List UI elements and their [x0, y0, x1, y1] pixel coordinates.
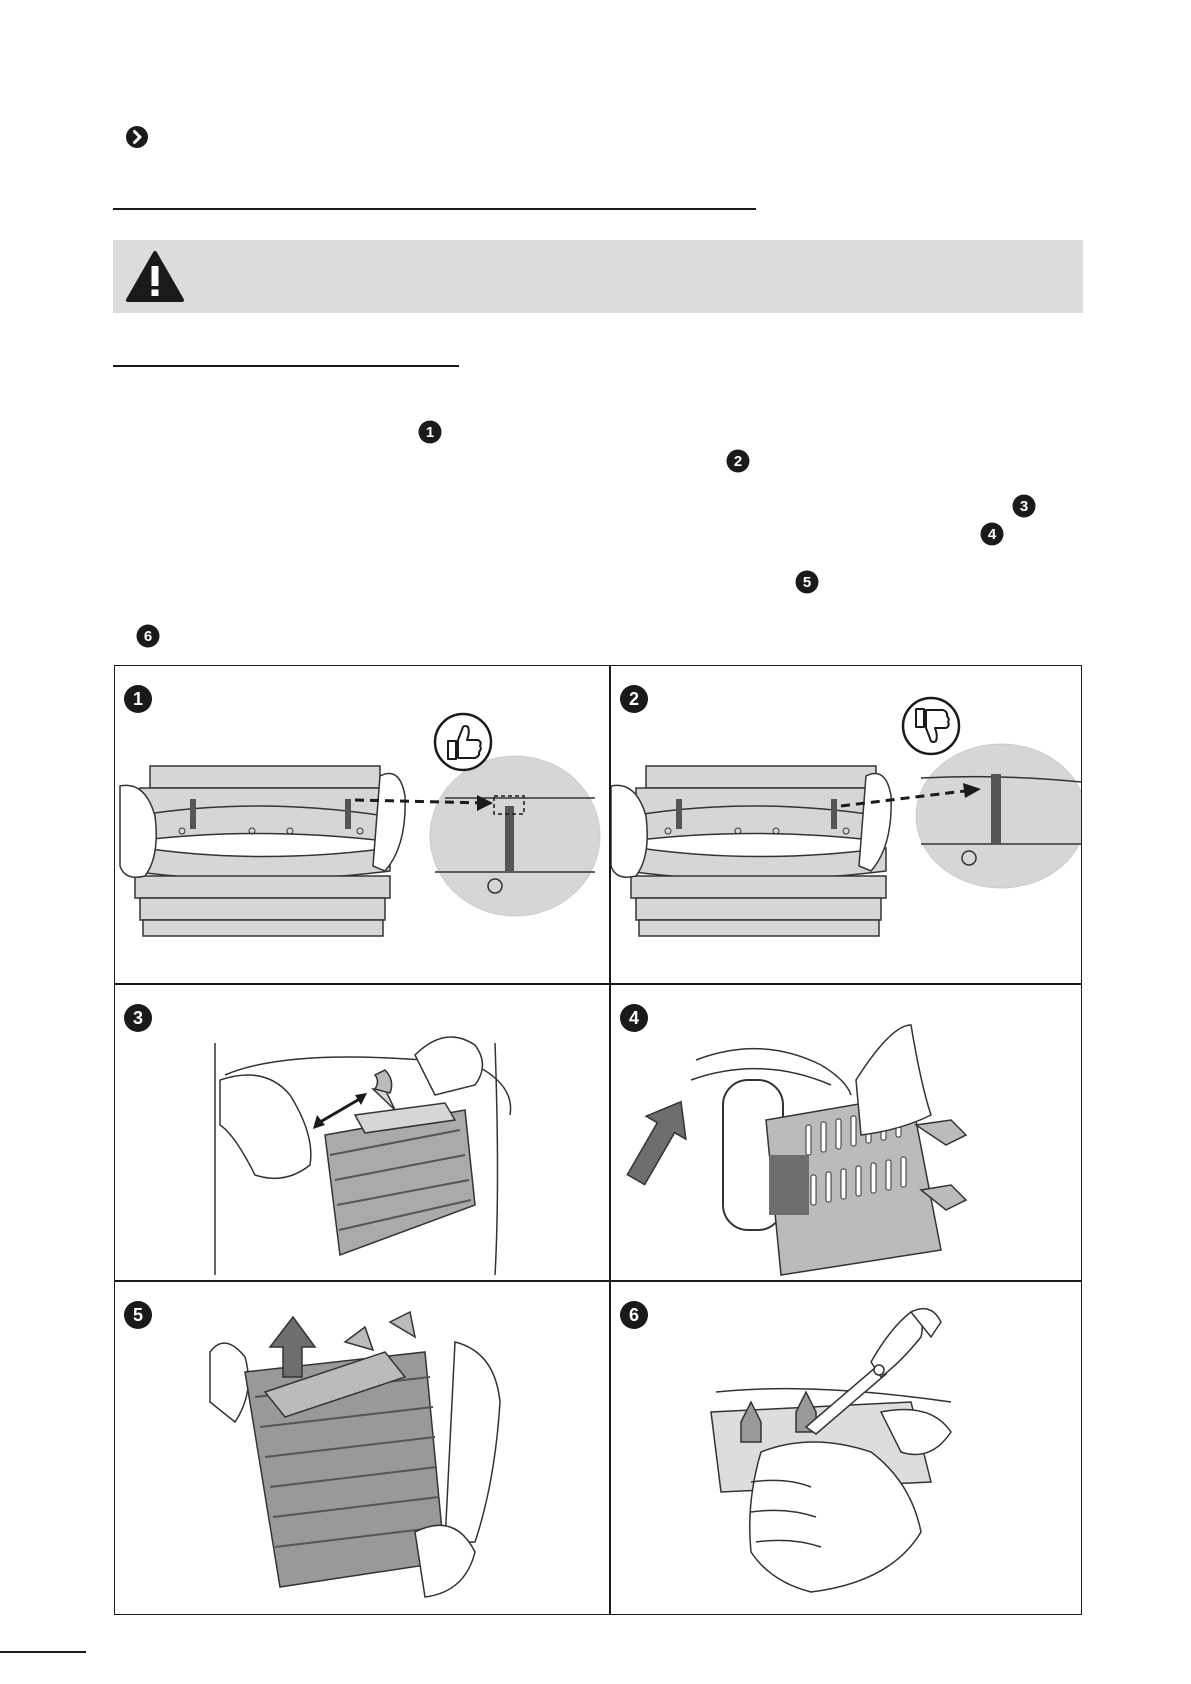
warning-triangle-icon: [125, 250, 185, 309]
svg-text:1: 1: [425, 424, 435, 441]
warning-band: [113, 240, 1083, 313]
illustration-panel: [115, 1282, 609, 1614]
inline-step-badge: [1012, 494, 1036, 518]
cutting-illustration: [611, 1282, 1081, 1614]
svg-text:4: 4: [987, 526, 997, 543]
roller-illustration: [611, 985, 1081, 1280]
illustration-panel: [611, 1282, 1081, 1614]
svg-text:2: 2: [628, 689, 640, 709]
inline-step-badge: [136, 624, 160, 648]
illustration-panel: [115, 666, 609, 983]
svg-text:5: 5: [132, 1305, 144, 1325]
inline-step-badge: [418, 420, 442, 444]
subheading-underline: [113, 365, 459, 367]
svg-text:2: 2: [733, 453, 743, 470]
illustration-panel: [115, 985, 609, 1280]
illustration-panel: [611, 666, 1081, 983]
footer-rule: [0, 1651, 86, 1653]
filter-illustration: [115, 985, 609, 1280]
filter-removal-illustration: [115, 1282, 609, 1614]
inline-step-badge: [726, 449, 750, 473]
svg-text:1: 1: [132, 689, 144, 709]
chevron-right-circle-icon: [125, 125, 149, 149]
thumbs-up-icon: [435, 714, 491, 770]
brush-illustration: [611, 666, 1081, 983]
illustration-panel: [611, 985, 1081, 1280]
inline-step-badge: [980, 522, 1004, 546]
brush-illustration: [115, 666, 609, 983]
svg-text:3: 3: [132, 1008, 144, 1028]
svg-text:6: 6: [628, 1305, 640, 1325]
svg-text:4: 4: [628, 1008, 640, 1028]
heading-underline: [113, 208, 756, 210]
svg-text:5: 5: [802, 574, 812, 591]
svg-text:3: 3: [1019, 498, 1029, 515]
thumbs-down-icon: [903, 698, 959, 754]
inline-step-badge: [795, 570, 819, 594]
svg-text:6: 6: [143, 628, 153, 645]
